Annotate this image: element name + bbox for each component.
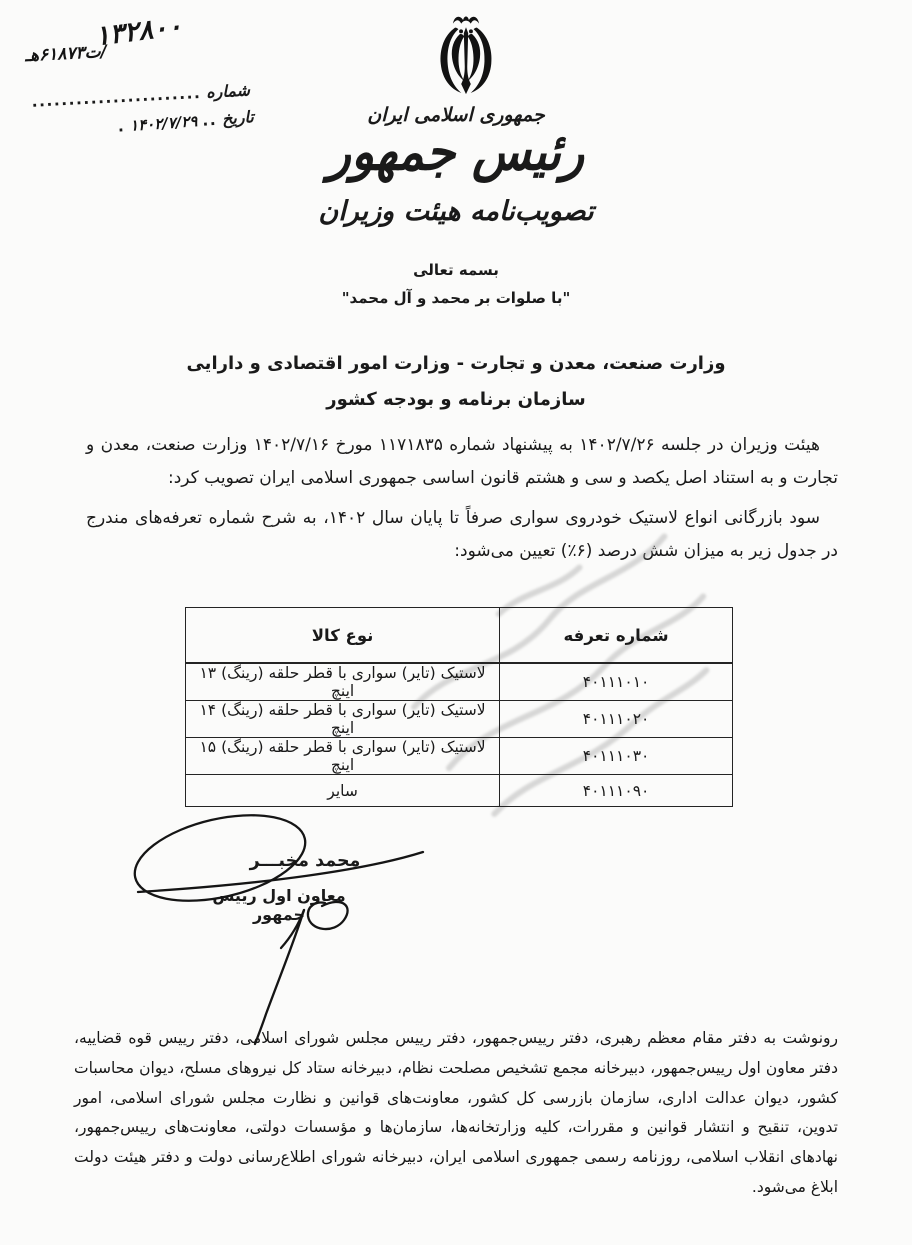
date-dots-end: .: [117, 117, 126, 136]
goods-type-cell: لاستیک (تایر) سواری با قطر حلقه (رینگ) ۱۵ اینچ: [186, 738, 500, 775]
table-row: [186, 775, 733, 807]
signature-autograph: [118, 810, 460, 1062]
country-name: جمهوری اسلامی ایران: [367, 104, 545, 126]
table-header-tariff: شماره تعرفه: [500, 608, 733, 664]
body-paragraph-2: سود بازرگانی انواع لاستیک خودروی سواری صرفاً تا پایان سال ۱۴۰۲، به شرح شماره تعرفه‌های مندرج در جدول زیر به میزان شش درصد (۶٪) تعیین می‌شود:: [86, 508, 838, 561]
issuing-office-title: رئیس جمهور: [327, 121, 585, 183]
iran-emblem-icon: [428, 12, 504, 108]
number-dotted-line: .......................: [31, 83, 202, 111]
tariff-code-cell: ۴۰۱۱۱۰۳۰: [500, 738, 733, 775]
tariff-table: [185, 607, 733, 807]
date-label: تاریخ: [221, 107, 255, 129]
addressee-line-1: وزارت صنعت، معدن و تجارت - وزارت امور اقتصادی و دارایی: [186, 353, 726, 374]
goods-type-cell: لاستیک (تایر) سواری با قطر حلقه (رینگ) ۱۴ اینچ: [186, 701, 500, 738]
distribution-footnote: رونوشت به دفتر مقام معظم رهبری، دفتر رییس‌جمهور، دفتر رییس مجلس شورای اسلامی، دفتر رییس قوه قضاییه، دفتر معاون اول رییس‌جمهور، دبیرخانه مجمع تشخیص مصلحت نظام، دبیرخانه ستاد کل نیروهای مسلح، دیوان محاسبات کشور، دیوان عدالت اداری، سازمان بازرسی کل کشور، معاونت‌های قوانین و نظارت مجلس شورای اسلامی، امور تدوین، تنقیح و انتشار قوانین و مقررات، کلیه وزارتخانه‌ها، سازمان‌ها و مؤسسات دولتی، معاونت‌های رییس‌جمهور، نهادهای انقلاب اسلامی، روزنامه رسمی جمهوری اسلامی ایران، دبیرخانه شورای اطلاع‌رسانی دولت و دفتر هیئت دولت ابلاغ می‌شود.: [74, 1029, 838, 1196]
addressees-block: [0, 346, 912, 418]
goods-type-cell: سایر: [186, 775, 500, 807]
date-dots: ..: [201, 110, 218, 130]
decree-body: [86, 429, 838, 568]
document-type-title: تصویب‌نامه هیئت وزیران: [318, 196, 594, 227]
number-label: شماره: [205, 80, 251, 102]
table-row: [186, 701, 733, 738]
table-row: [186, 738, 733, 775]
signatory-title: معاون اول رییس جمهور: [212, 886, 346, 924]
goods-type-cell: لاستیک (تایر) سواری با قطر حلقه (رینگ) ۱۳ اینچ: [186, 663, 500, 701]
salawat-line: "با صلوات بر محمد و آل محمد": [341, 289, 571, 307]
registration-number-handwritten: ۱۳۲۸۰۰: [93, 10, 184, 53]
tariff-code-cell: ۴۰۱۱۱۰۹۰: [500, 775, 733, 807]
table-header-type: نوع کالا: [186, 608, 500, 664]
decree-number-suffix: /ت۶۱۸۷۳هـ: [24, 41, 108, 67]
date-value-handwritten: ۱۴۰۲/۷/۲۹: [129, 112, 198, 135]
addressee-line-2: سازمان برنامه و بودجه کشور: [326, 389, 586, 410]
tariff-code-cell: ۴۰۱۱۱۰۱۰: [500, 663, 733, 701]
signatory-name: محمد مخبـــر: [249, 851, 361, 871]
table-row: [186, 663, 733, 701]
body-paragraph-1: هیئت وزیران در جلسه ۱۴۰۲/۷/۲۶ به پیشنهاد شماره ۱۱۷۱۸۳۵ مورخ ۱۴۰۲/۷/۱۶ وزارت صنعت، معدن و تجارت و به استناد اصل یکصد و سی و هشتم قانون اساسی جمهوری اسلامی ایران تصویب کرد:: [86, 435, 838, 488]
tariff-code-cell: ۴۰۱۱۱۰۲۰: [500, 701, 733, 738]
table-header-row: [186, 608, 733, 664]
besmellah-line: بسمه تعالی: [413, 261, 499, 279]
